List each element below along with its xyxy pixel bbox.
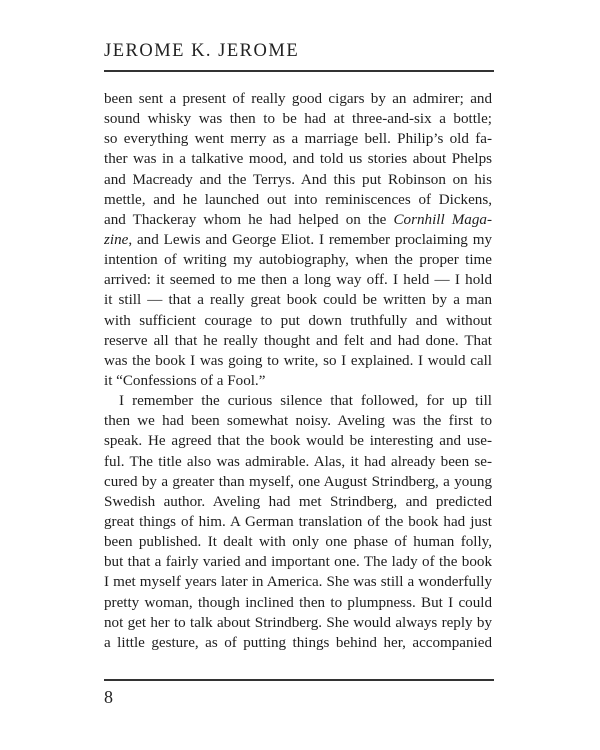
text-line: been published. It dealt with only one phase of human folly, [104,534,492,551]
text-segment: and Thackeray whom he had helped on the [104,211,387,228]
text-line: it still — that a really great book could be written by a man [104,292,492,309]
text-line: intention of writing my autobiography, when the proper time [104,252,492,269]
page-number: 8 [104,687,113,707]
text-line: mettle, and he launched out into reminiscences of Dickens, [104,191,492,208]
running-head: JEROME K. JEROME [104,41,300,61]
header-rule [104,70,494,72]
text-line: I remember the curious silence that followed, for up till [119,393,492,410]
text-line: pretty woman, though inclined then to plumpness. But I could [104,594,492,611]
text-line: reserve all that he really thought and felt and had done. That [104,332,492,349]
text-line [104,210,492,230]
italic-title: Cornhill Maga- [393,211,492,228]
text-line: was the book I was going to write, so I explained. I would call [104,352,492,369]
body-text [104,89,492,653]
text-line: cured by a greater than myself, one August Strindberg, a young [104,473,492,490]
text-segment: , and Lewis and George Eliot. I remember proclaiming my [128,231,492,248]
text-line: speak. He agreed that the book would be interesting and use- [104,433,492,450]
text-line: so everything went merry as a marriage bell. Philip’s old fa- [104,131,492,148]
text-line: a little gesture, as of putting things behind her, accompanied [104,634,492,651]
text-line: great things of him. A German translation of the book had just [104,513,492,530]
footer-rule [104,679,494,681]
text-line [104,230,492,250]
italic-title: zine [104,231,129,248]
text-line: I met myself years later in America. She was still a wonderfully [104,574,492,591]
text-line: and Macready and the Terrys. And this put Robinson on his [104,171,492,188]
text-line: not get her to talk about Strindberg. She would always reply by [104,614,492,631]
text-line: ther was in a talkative mood, and told us stories about Phelps [104,151,492,168]
text-line: been sent a present of really good cigars by an admirer; and [104,91,492,107]
text-line: it “Confessions of a Fool.” [104,372,266,389]
text-line: arrived: it seemed to me then a long way off. I held — I hold [104,272,492,289]
text-line: Swedish author. Aveling had met Strindberg, and predicted [104,493,492,510]
text-line: then we had been somewhat noisy. Aveling was the first to [104,413,492,430]
text-line: ful. The title also was admirable. Alas, it had already been se- [104,453,492,470]
text-line: but that a fairly varied and important one. The lady of the book [104,554,492,571]
text-line: with sufficient courage to put down truthfully and without [104,312,492,329]
text-line: sound whisky was then to be had at three-and-six a bottle; [104,111,492,128]
